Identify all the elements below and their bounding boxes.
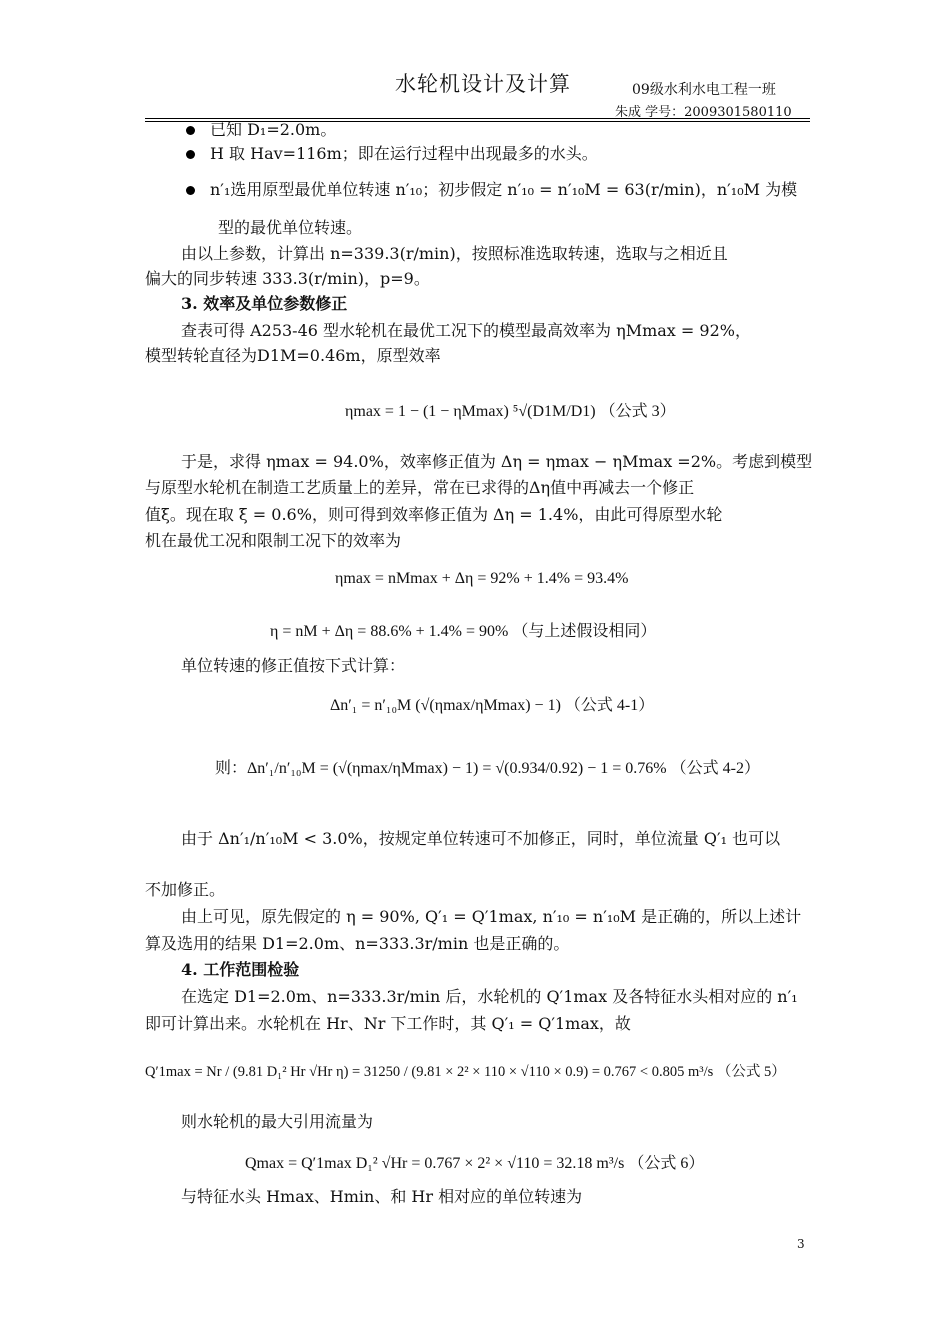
paragraph: 不加修正。	[145, 880, 226, 899]
bullet-head: H 取 Hav=116m；即在运行过程中出现最多的水头。	[210, 144, 598, 163]
paragraph: 单位转速的修正值按下式计算：	[181, 656, 406, 675]
header-rule	[145, 118, 810, 119]
bullet-speed: n′₁选用原型最优单位转速 n′₁₀；初步假定 n′₁₀ = n′₁₀M = 63(r/min)，n′₁₀M 为模	[210, 180, 798, 199]
equation-3: ηmax = 1 − (1 − ηMmax) ⁵√(D1M/D1) （公式 3）	[345, 403, 676, 420]
paragraph: 由上可见，原先假定的 η = 90%, Q′₁ = Q′1max, n′₁₀ = n′₁₀M 是正确的，所以上述计	[181, 907, 802, 926]
paragraph: 于是，求得 ηmax = 94.0%，效率修正值为 Δη = ηmax − ηMmax =2%。考虑到模型	[181, 452, 813, 471]
paragraph: 机在最优工况和限制工况下的效率为	[145, 531, 402, 550]
equation-efficiency: η = nM + Δη = 88.6% + 1.4% = 90% （与上述假设相同）	[270, 623, 657, 640]
paragraph: 值ξ。现在取 ξ = 0.6%，则可得到效率修正值为 Δη = 1.4%，由此可得原型水轮	[145, 505, 723, 524]
equation-efficiency-max: ηmax = nMmax + Δη = 92% + 1.4% = 93.4%	[335, 570, 629, 587]
bullet-known-d1: 已知 D₁=2.0m。	[210, 120, 337, 139]
bullet-icon	[186, 126, 195, 135]
paragraph: 在选定 D1=2.0m、n=333.3r/min 后，水轮机的 Q′1max 及各特征水头相对应的 n′₁	[181, 987, 798, 1006]
paragraph: 与原型水轮机在制造工艺质量上的差异，常在已求得的Δη值中再减去一个修正	[145, 478, 695, 497]
class-info: 09级水利水电工程一班	[632, 82, 776, 98]
student-info: 朱成 学号：2009301580110	[615, 105, 792, 120]
paragraph: 即可计算出来。水轮机在 Hr、Nr 下工作时，其 Q′₁ = Q′1max，故	[145, 1014, 631, 1033]
equation-4-2: 则：Δn′₁/n′₁₀M = (√(ηmax/ηMmax) − 1) = √(0.934/0.92) − 1 = 0.76% （公式 4-2）	[215, 760, 760, 777]
section-heading: 4. 工作范围检验	[181, 960, 300, 979]
paragraph: 由以上参数，计算出 n=339.3(r/min)，按照标准选取转速，选取与之相近且	[181, 244, 728, 263]
paragraph: 由于 Δn′₁/n′₁₀M < 3.0%，按规定单位转速可不加修正，同时，单位流量 Q′₁ 也可以	[181, 829, 781, 848]
paragraph: 则水轮机的最大引用流量为	[181, 1112, 374, 1131]
document-title: 水轮机设计及计算	[395, 72, 571, 96]
equation-4-1: Δn′₁ = n′₁₀M (√(ηmax/ηMmax) − 1) （公式 4-1）	[330, 697, 655, 714]
paragraph: 算及选用的结果 D1=2.0m、n=333.3r/min 也是正确的。	[145, 934, 570, 953]
paragraph: 查表可得 A253-46 型水轮机在最优工况下的模型最高效率为 ηMmax = 92%，	[181, 321, 751, 340]
page-number: 3	[797, 1237, 805, 1251]
paragraph: 与特征水头 Hmax、Hmin、和 Hr 相对应的单位转速为	[181, 1187, 583, 1206]
bullet-speed-cont: 型的最优单位转速。	[218, 218, 363, 237]
bullet-icon	[186, 150, 195, 159]
equation-6: Qmax = Q′1max D₁² √Hr = 0.767 × 2² × √110 = 32.18 m³/s （公式 6）	[245, 1155, 705, 1172]
equation-5: Q′1max = Nr / (9.81 D₁² Hr √Hr η) = 31250 / (9.81 × 2² × 110 × √110 × 0.9) = 0.767 < 0.805 m³/s （公式 5）	[145, 1064, 786, 1080]
paragraph: 偏大的同步转速 333.3(r/min)，p=9。	[145, 269, 430, 288]
section-heading: 3. 效率及单位参数修正	[181, 294, 348, 313]
bullet-icon	[186, 186, 195, 195]
paragraph: 模型转轮直径为D1M=0.46m，原型效率	[145, 346, 441, 365]
